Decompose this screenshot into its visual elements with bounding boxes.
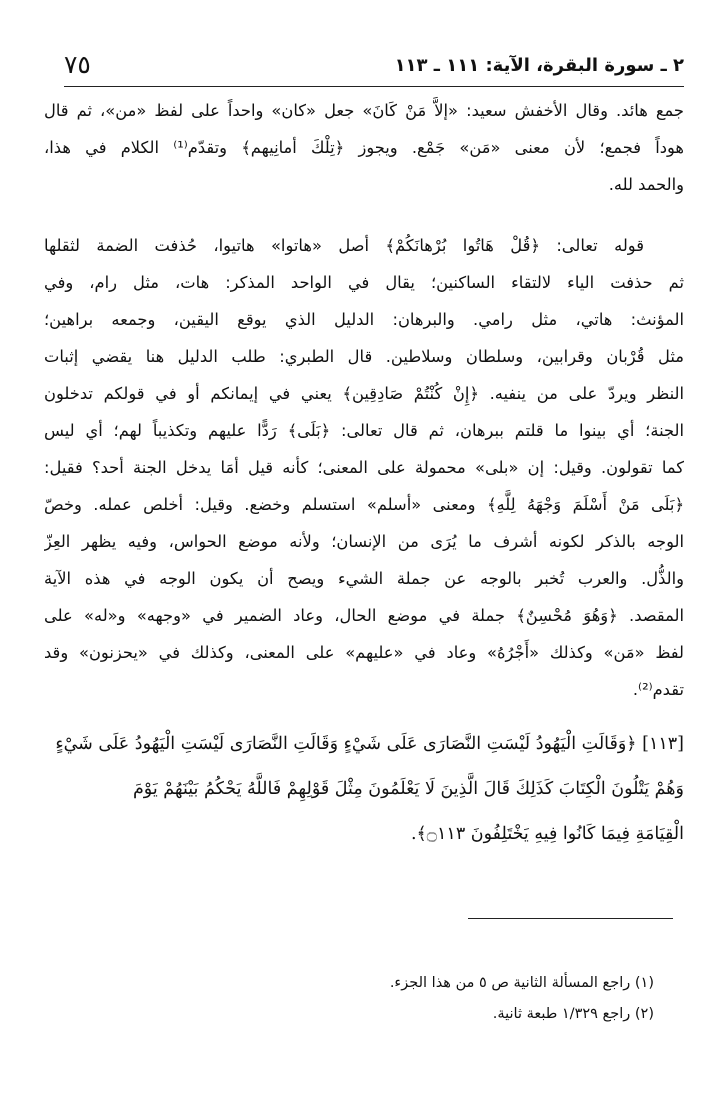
- text-line: هوداً فجمع؛ لأن معنى «مَن» جَمْع. ويجوز ﴿تِلْكَ أمانِيهم﴾ وتقدّم⁽¹⁾ الكلام في هذا،: [44, 138, 684, 157]
- verse-number: [١١٣]: [642, 734, 684, 754]
- page-number: ٧٥: [64, 50, 91, 79]
- verse-line: الْقِيَامَةِ فِيمَا كَانُوا فِيهِ يَخْتَلِفُونَ ۝١١٣﴾.: [410, 824, 684, 844]
- text-line: والحمد لله.: [608, 175, 684, 194]
- text-line: النظر ويردّ على من ينفيه. ﴿إِنْ كُنْتُمْ صَادِقِين﴾ يعني في إيمانكم أو في قولكم تدخلون: [44, 384, 684, 403]
- text-line: المؤنث: هاتي، مثل رامي. والبرهان: الدليل الذي يوقع اليقين، وجمعه براهين؛: [44, 310, 684, 329]
- paragraph-intro: [44, 92, 684, 203]
- text-line: جمع هائد. وقال الأخفش سعيد: «إلاَّ مَنْ كَانَ» جعل «كان» واحداً على لفظ «من»، ثم قال: [44, 101, 684, 120]
- verse-text: ﴿وَقَالَتِ الْيَهُودُ لَيْسَتِ النَّصَارَى عَلَى شَيْءٍ وَقَالَتِ النَّصَارَى لَيْسَتِ الْيَهُودُ عَلَى شَيْءٍ: [55, 734, 637, 754]
- text-line: المقصد. ﴿وَهُوَ مُحْسِنٌ﴾ جملة في موضع الحال، وعاد الضمير في «وجهه» و«له» على: [44, 606, 684, 625]
- text-line: الوجه بالذكر لكونه أشرف ما يُرَى من الإنسان؛ ولأنه موضع الحواس، وفيه يظهر العِزّ: [44, 532, 684, 551]
- footnotes: [34, 968, 654, 1030]
- text-line: قوله تعالى: ﴿قُلْ هَاتُوا بُرْهانَكُمْ﴾ أصل «هاتوا» هاتيوا، حُذفت الضمة لثقلها: [44, 236, 644, 255]
- footnote-divider: [468, 918, 673, 919]
- text-line: مثل قُرْبان وقرابين، وسلطان وسلاطين. قال الطبري: طلب الدليل هنا يقضي إثبات: [44, 347, 684, 366]
- quran-verse: [34, 722, 684, 857]
- verse-line: [34, 722, 684, 767]
- footnote: (٢) راجع ١/٣٢٩ طبعة ثانية.: [492, 1006, 654, 1022]
- text-line: لفظ «مَن» وكذلك «أَجْرُهُ» وعاد في «عليهم» على المعنى، وكذلك في «يحزنون» وقد: [44, 643, 684, 662]
- text-line: والذُّل. والعرب تُخبر بالوجه عن جملة الشيء ويصح أن يكون الوجه في هذه الآية: [44, 569, 684, 588]
- page-header: [64, 46, 684, 87]
- paragraph-commentary: [44, 227, 684, 708]
- footnote: (١) راجع المسألة الثانية ص ٥ من هذا الجزء.: [389, 975, 654, 991]
- text-line: الجنة؛ أي بينوا ما قلتم ببرهان، ثم قال تعالى: ﴿بَلَى﴾ رَدًّا عليهم وتكذيباً لهم؛ أي ليس: [44, 421, 684, 440]
- verse-line: وَهُمْ يَتْلُونَ الْكِتَابَ كَذَلِكَ قَالَ الَّذِينَ لَا يَعْلَمُونَ مِثْلَ قَوْلِهِمْ فَاللَّهُ يَحْكُمُ بَيْنَهُمْ يَوْمَ: [132, 779, 684, 799]
- text-line: ﴿بَلَى مَنْ أَسْلَمَ وَجْهَهُ لِلَّهِ﴾ ومعنى «أسلم» استسلم وخضع. وقيل: أخلص عمله. وخصّ: [44, 495, 684, 514]
- text-line: كما تقولون. وقيل: إن «بلى» محمولة على المعنى؛ كأنه قيل أمَا يدخل الجنة أحد؟ فقيل:: [44, 458, 684, 477]
- text-line: ثم حذفت الياء لالتقاء الساكنين؛ يقال في الواحد المذكر: هات، مثل رام، وفي: [44, 273, 684, 292]
- text-line: تقدم⁽²⁾.: [632, 680, 684, 699]
- running-title: ٢ ـ سورة البقرة، الآية: ١١١ ـ ١١٣: [394, 55, 684, 76]
